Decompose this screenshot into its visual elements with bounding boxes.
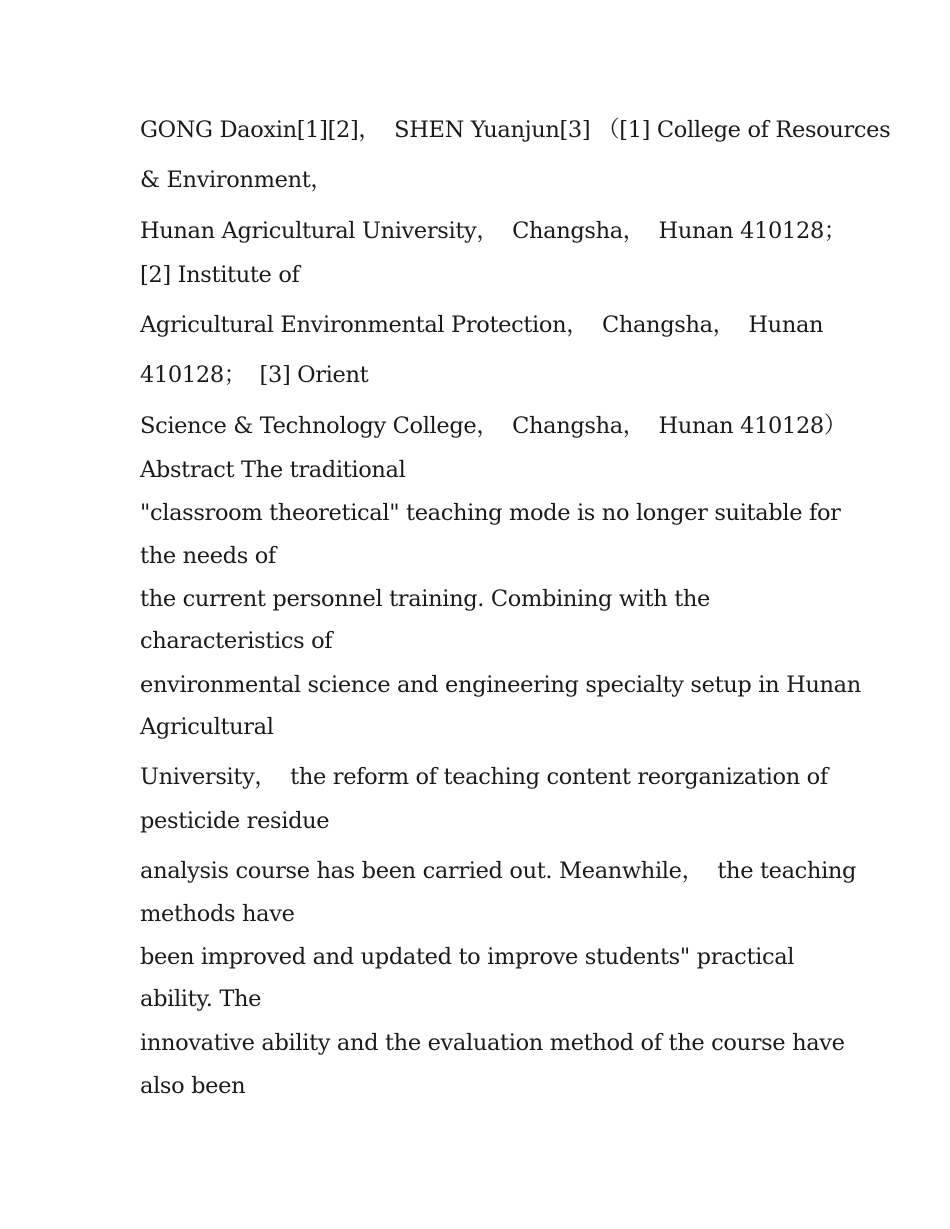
- abstract-line: Abstract The traditional: [140, 457, 406, 483]
- abstract-line: Agricultural: [140, 714, 274, 740]
- author-affiliation-line: Hunan Agricultural University， Changsha， Hunan 410128；: [140, 218, 847, 244]
- abstract-line: analysis course has been carried out. Meanwhile， the teaching: [140, 858, 857, 884]
- abstract-line: innovative ability and the evaluation method of the course have: [140, 1030, 845, 1056]
- abstract-line: ability. The: [140, 986, 262, 1012]
- abstract-line: "classroom theoretical" teaching mode is no longer suitable for: [140, 500, 841, 526]
- abstract-line: pesticide residue: [140, 808, 330, 834]
- author-affiliation-line: 410128； [3] Orient: [140, 362, 369, 388]
- author-affiliation-line: & Environment，: [140, 167, 333, 193]
- abstract-line: University， the reform of teaching content reorganization of: [140, 764, 828, 790]
- abstract-line: also been: [140, 1073, 246, 1099]
- abstract-line: been improved and updated to improve students" practical: [140, 944, 795, 970]
- document-page: [140, 0, 891, 1229]
- abstract-line: methods have: [140, 901, 295, 927]
- author-affiliation-line: Science & Technology College， Changsha， Hunan 410128）: [140, 413, 847, 439]
- abstract-line: characteristics of: [140, 628, 333, 654]
- abstract-line: environmental science and engineering specialty setup in Hunan: [140, 672, 861, 698]
- author-affiliation-line: GONG Daoxin[1][2]， SHEN Yuanjun[3] （[1] College of Resources: [140, 117, 891, 143]
- author-affiliation-line: Agricultural Environmental Protection， Changsha， Hunan: [140, 312, 824, 338]
- author-affiliation-line: [2] Institute of: [140, 262, 300, 288]
- abstract-line: the needs of: [140, 543, 276, 569]
- abstract-line: the current personnel training. Combining with the: [140, 586, 711, 612]
